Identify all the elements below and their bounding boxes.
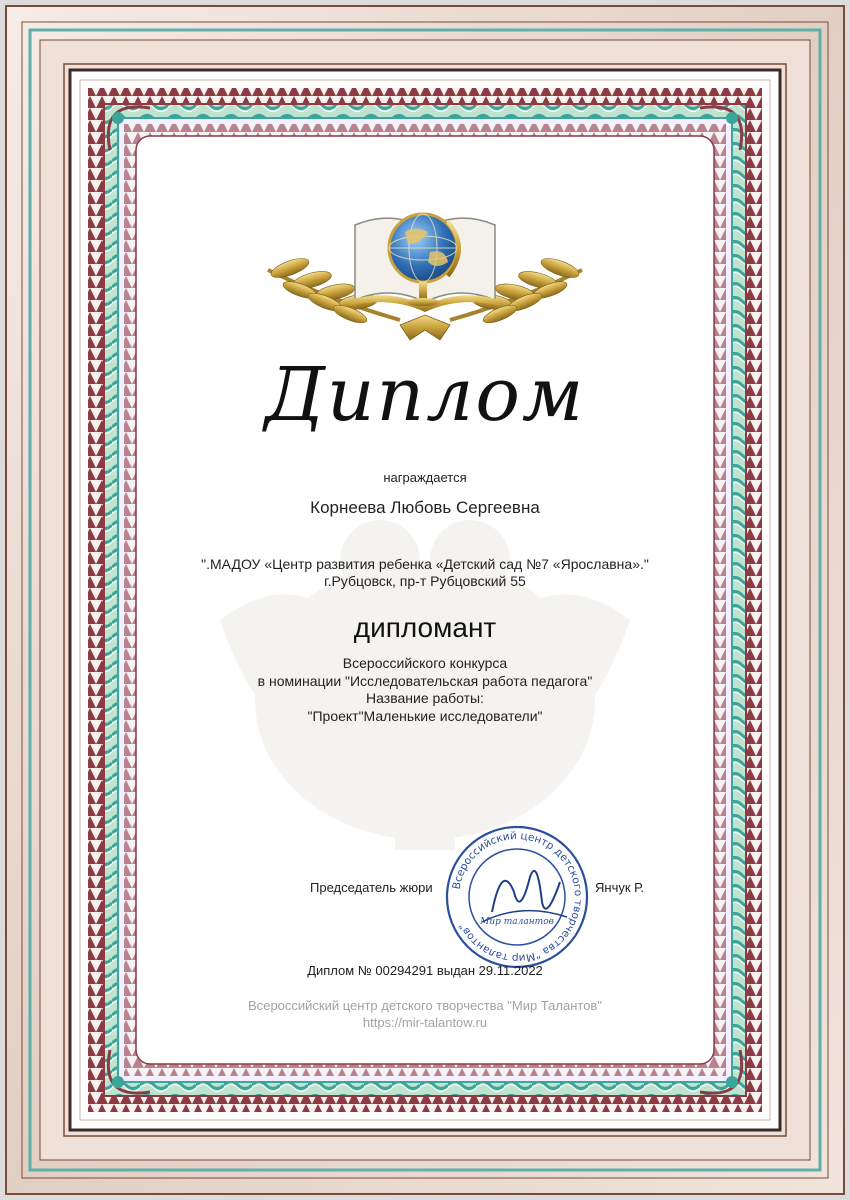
contest-line-2: в номинации "Исследовательская работа педагога": [257, 673, 593, 689]
jury-chair-label: Председатель жюри: [310, 880, 433, 895]
footer-organization: Всероссийский центр детского творчества "Мир Талантов": [248, 998, 602, 1013]
jury-chair-name: Янчук Р.: [595, 880, 644, 895]
diploma-number-line: Диплом № 00294291 выдан 29.11.2022: [307, 963, 543, 978]
contest-line-3: Название работы:: [366, 690, 484, 706]
stamp-ring-text: Всероссийский центр детского творчества "Мир талантов": [450, 829, 585, 965]
footer-url: https://mir-talantow.ru: [362, 1015, 488, 1030]
contest-line-1: Всероссийского конкурса: [342, 655, 508, 671]
organization-line-1: ".МАДОУ «Центр развития ребенка «Детский сад №7 «Ярославна».": [201, 556, 649, 572]
stamp-center-text: Мир талантов: [480, 917, 554, 927]
award-status: дипломант: [353, 612, 497, 643]
stamp-seal-icon: [442, 822, 592, 972]
svg-text:Всероссийский центр детского т: [451, 830, 585, 964]
recipient-name: Корнеева Любовь Сергеевна: [310, 498, 540, 517]
diploma-title: Диплом: [264, 352, 586, 438]
contest-line-4: "Проект"Маленькие исследователи": [307, 708, 543, 724]
organization-line-2: г.Рубцовск, пр-т Рубцовский 55: [324, 573, 526, 589]
awarded-label: награждается: [383, 470, 467, 485]
